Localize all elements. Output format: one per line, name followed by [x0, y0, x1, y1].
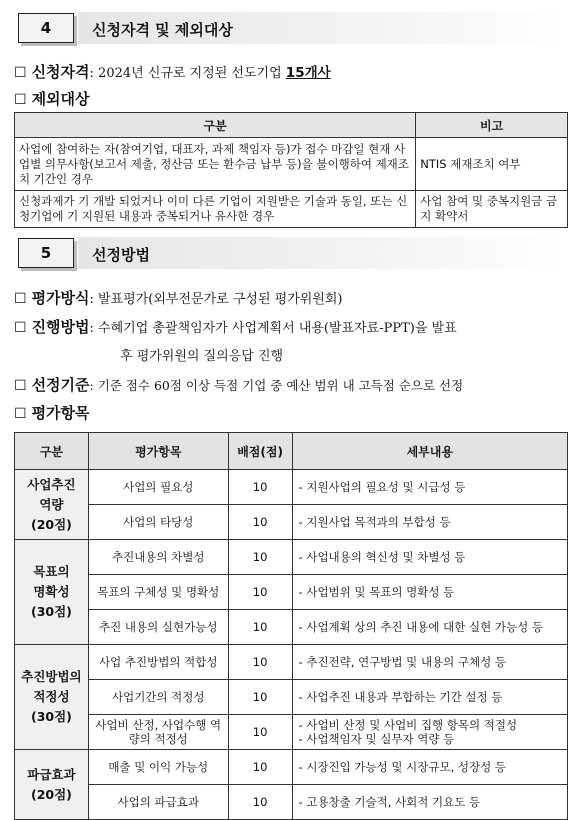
detail-cell: - 지원사업의 필요성 및 시급성 등: [292, 470, 567, 505]
item-cell: 매출 및 이익 가능성: [88, 750, 228, 785]
score-cell: 10: [228, 505, 292, 540]
table-row: [15, 575, 568, 610]
exclusion-heading: [14, 88, 90, 109]
col-note: 비고: [416, 113, 568, 138]
table-row: [15, 505, 568, 540]
checkbox-icon: ☐: [14, 406, 27, 422]
detail-cell: - 시장진입 가능성 및 시장규모, 성장성 등: [292, 750, 567, 785]
criteria-label: 선정기준: [31, 376, 90, 394]
process-label: 진행방법: [31, 318, 90, 336]
process-text: : 수혜기업 총괄책임자가 사업계획서 내용(발표자료-PPT)을 발표: [89, 321, 457, 336]
exclusion-table: [14, 112, 568, 228]
item-cell: 사업 추진방법의 적합성: [88, 645, 228, 680]
col-detail: 세부내용: [292, 433, 567, 470]
section-title: 신청자격 및 제외대상: [92, 21, 233, 39]
section-number: 5: [18, 238, 74, 268]
method-text: : 발표평가(외부전문가로 구성된 평가위원회): [89, 292, 343, 307]
category-line: 적정성: [33, 689, 70, 704]
category-cell: [15, 645, 89, 750]
items-heading: [14, 402, 90, 423]
category-line: (20점): [30, 516, 72, 532]
process-text-cont: 후 평가위원의 질의응답 진행: [120, 349, 284, 364]
score-cell: 10: [228, 610, 292, 645]
criteria-line: [14, 374, 463, 395]
category-line: 목표의: [33, 564, 70, 579]
score-cell: 10: [228, 680, 292, 715]
item-cell: 사업비 산정, 사업수행 역량의 적정성: [88, 715, 228, 750]
item-cell: 추진내용의 차별성: [88, 540, 228, 575]
checkbox-icon: ☐: [14, 92, 27, 108]
eligibility-line: [14, 61, 331, 82]
item-cell: 추진 내용의 실현가능성: [88, 610, 228, 645]
category-line: 사업추진: [27, 476, 76, 492]
eligibility-count: 15개사: [285, 65, 331, 81]
checkbox-icon: ☐: [14, 378, 27, 394]
table-row: [15, 680, 568, 715]
col-item: 평가항목: [88, 433, 228, 470]
category-line: 파급효과: [27, 766, 76, 782]
detail-cell: - 사업추진 내용과 부합하는 기간 설정 등: [292, 680, 567, 715]
category-cell: [15, 470, 89, 540]
category-cell: [15, 540, 89, 645]
evaluation-body: [15, 470, 568, 820]
table-row: [15, 750, 568, 785]
row-desc: 신청과제가 기 개발 되었거나 이미 다른 기업이 지원받은 기술과 동일, 또는 신청기업에 기 지원된 내용과 중복되거나 유사한 경우: [15, 191, 416, 228]
score-cell: 10: [228, 785, 292, 820]
score-cell: 10: [228, 645, 292, 680]
section-5-header: [14, 237, 566, 271]
section-number: 4: [18, 13, 74, 43]
detail-cell: - 사업내용의 혁신성 및 차별성 등: [292, 540, 567, 575]
evaluation-table: [14, 432, 568, 820]
items-label: 평가항목: [31, 404, 90, 422]
category-line: (30점): [30, 709, 72, 724]
category-line: (20점): [30, 786, 72, 802]
detail-cell: - 추진전략, 연구방법 및 내용의 구체성 등: [292, 645, 567, 680]
table-row: [15, 610, 568, 645]
category-line: 역량: [39, 496, 64, 512]
exclusion-label: 제외대상: [31, 90, 90, 108]
table-row: [15, 191, 568, 228]
method-label: 평가방식: [31, 289, 90, 307]
score-cell: 10: [228, 575, 292, 610]
table-header-row: [15, 113, 568, 138]
section-title: 선정방법: [92, 246, 150, 264]
table-row: [15, 540, 568, 575]
detail-cell: - 지원사업 목적과의 부합성 등: [292, 505, 567, 540]
detail-cell: - 고용창출 기술적, 사회적 기요도 등: [292, 785, 567, 820]
section-band: [78, 237, 566, 269]
detail-cell: - 사업비 산정 및 사업비 집행 항목의 적절성 - 사업책임자 및 실무자 역량 등: [292, 715, 567, 750]
row-note: NTIS 제재조치 여부: [416, 138, 568, 191]
table-row: [15, 785, 568, 820]
checkbox-icon: ☐: [14, 291, 27, 307]
detail-cell: - 사업계획 상의 추진 내용에 대한 실현 가능성 등: [292, 610, 567, 645]
col-category: 구분: [15, 433, 89, 470]
criteria-text: : 기준 점수 60점 이상 득점 기업 중 예산 범위 내 고득점 순으로 선정: [89, 378, 464, 393]
col-category: 구분: [15, 113, 416, 138]
checkbox-icon: ☐: [14, 65, 27, 81]
score-cell: 10: [228, 540, 292, 575]
score-cell: 10: [228, 715, 292, 750]
table-row: [15, 138, 568, 191]
row-desc: 사업에 참여하는 자(참여기업, 대표자, 과제 책임자 등)가 접수 마감일 현재 사업별 의무사항(보고서 제출, 정산금 또는 환수금 납부 등)을 불이행하여 제재조치 기간인 경우: [15, 138, 416, 191]
score-cell: 10: [228, 470, 292, 505]
eligibility-text: : 2024년 신규로 지정된 선도기업: [89, 66, 286, 81]
detail-cell: - 사업범위 및 목표의 명확성 등: [292, 575, 567, 610]
item-cell: 사업기간의 적정성: [88, 680, 228, 715]
checkbox-icon: ☐: [14, 320, 27, 336]
category-line: 추진방법의: [21, 669, 82, 684]
table-header-row: [15, 433, 568, 470]
table-row: [15, 715, 568, 750]
category-line: 명확성: [33, 584, 70, 599]
process-line: [14, 316, 457, 337]
item-cell: 사업의 타당성: [88, 505, 228, 540]
row-note: 사업 참여 및 중복지원금 금지 확약서: [416, 191, 568, 228]
category-line: (30점): [30, 604, 72, 619]
section-4-header: [14, 12, 566, 46]
col-score: 배점(점): [228, 433, 292, 470]
category-cell: [15, 750, 89, 820]
item-cell: 사업의 파급효과: [88, 785, 228, 820]
item-cell: 사업의 필요성: [88, 470, 228, 505]
table-row: [15, 470, 568, 505]
method-line: [14, 287, 343, 308]
item-cell: 목표의 구체성 및 명확성: [88, 575, 228, 610]
table-row: [15, 645, 568, 680]
eligibility-label: 신청자격: [31, 63, 90, 81]
score-cell: 10: [228, 750, 292, 785]
